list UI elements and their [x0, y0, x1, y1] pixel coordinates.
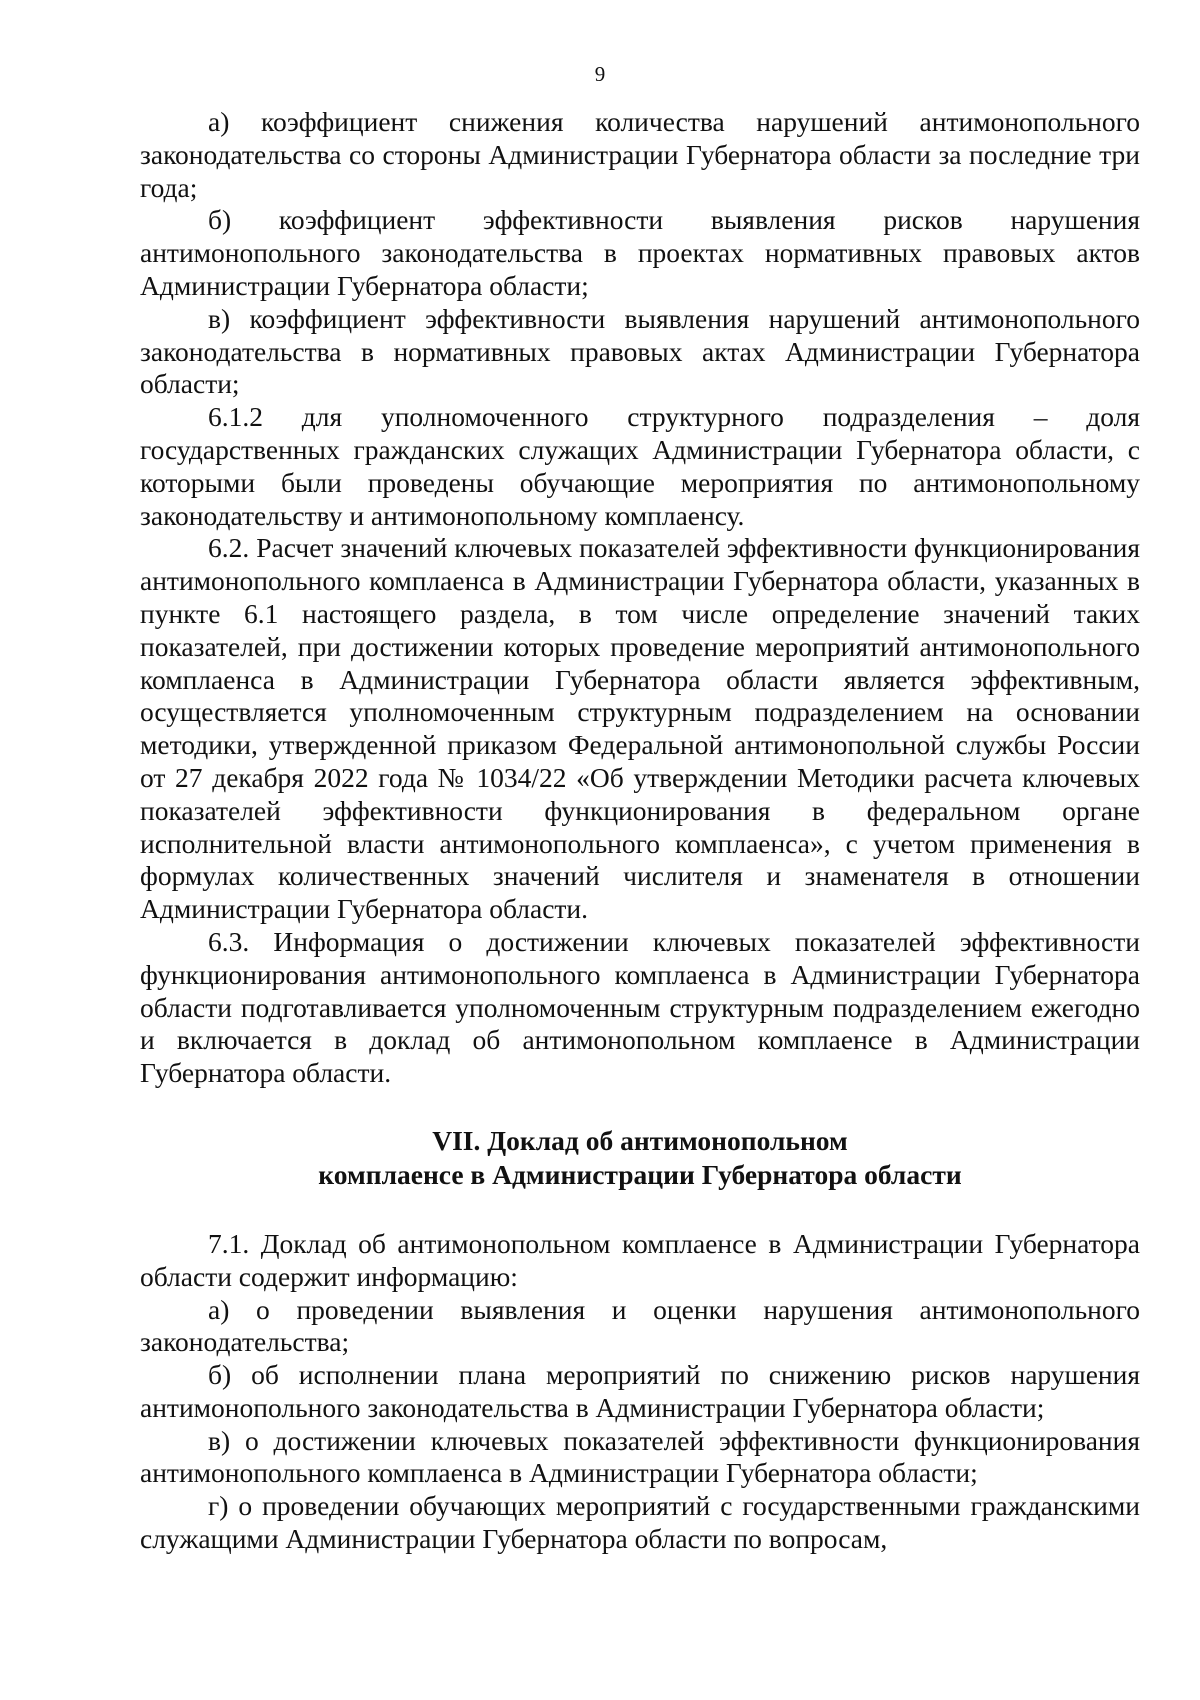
section-7-heading-line-2: комплаенсе в Администрации Губернатора области	[318, 1158, 962, 1190]
paragraph-6-1-2: 6.1.2 для уполномоченного структурного подразделения – доля государственных гражданских служащих Администрации Губернатора области, с которыми были проведены обучающие мероприятия по антимонопольному законодательству и антимонопольному комплаенсу.	[140, 401, 1140, 531]
paragraph-item-a-reduction-coefficient: а) коэффициент снижения количества нарушений антимонопольного законодательства со стороны Администрации Губернатора области за последние три года;	[140, 106, 1140, 203]
paragraph-item-c-violation-detection-coefficient: в) коэффициент эффективности выявления нарушений антимонопольного законодательства в нормативных правовых актах Администрации Губернатора области;	[140, 302, 1140, 400]
paragraph-7-1: 7.1. Доклад об антимонопольном комплаенсе в Администрации Губернатора области содержит информацию:	[140, 1227, 1140, 1292]
paragraph-6-3: 6.3. Информация о достижении ключевых показателей эффективности функционирования антимонопольного комплаенса в Администрации Губернатора области подготавливается уполномоченным структурным подразделением ежегодно и включается в доклад об антимонопольном комплаенсе в Администрации Губернатора области.	[140, 925, 1140, 1089]
paragraph-7-1-item-c: в) о достижении ключевых показателей эффективности функционирования антимонопольного комплаенса в Администрации Губернатора области;	[140, 1424, 1140, 1489]
paragraph-7-1-item-a: а) о проведении выявления и оценки нарушения антимонопольного законодательства;	[140, 1293, 1140, 1358]
paragraph-7-1-item-b: б) об исполнении плана мероприятий по снижению рисков нарушения антимонопольного законодательства в Администрации Губернатора области;	[140, 1359, 1140, 1423]
document-body	[140, 106, 1140, 1556]
section-7-heading	[140, 1124, 1140, 1192]
section-7-heading-line-1: VII. Доклад об антимонопольном	[432, 1124, 848, 1156]
paragraph-6-2: 6.2. Расчет значений ключевых показателей эффективности функционирования антимонопольного комплаенса в Администрации Губернатора области, указанных в пункте 6.1 настоящего раздела, в том числе определение значений таких показателей, при достижении которых проведение мероприятий антимонопольного комплаенса в Администрации Губернатора области является эффективным, осуществляется уполномоченным структурным подразделением на основании методики, утвержденной приказом Федеральной антимонопольной службы России от 27 декабря 2022 года № 1034/22 «Об утверждении Методики расчета ключевых показателей эффективности функционирования в федеральном органе исполнительной власти антимонопольного комплаенса», с учетом применения в формулах количественных значений числителя и знаменателя в отношении Администрации Губернатора области.	[140, 532, 1140, 925]
page-number: 9	[594, 62, 606, 86]
paragraph-item-b-risk-detection-coefficient: б) коэффициент эффективности выявления рисков нарушения антимонопольного законодательства в проектах нормативных правовых актов Администрации Губернатора области;	[140, 204, 1140, 301]
paragraph-7-1-item-d: г) о проведении обучающих мероприятий с государственными гражданскими служащими Администрации Губернатора области по вопросам,	[140, 1490, 1140, 1555]
